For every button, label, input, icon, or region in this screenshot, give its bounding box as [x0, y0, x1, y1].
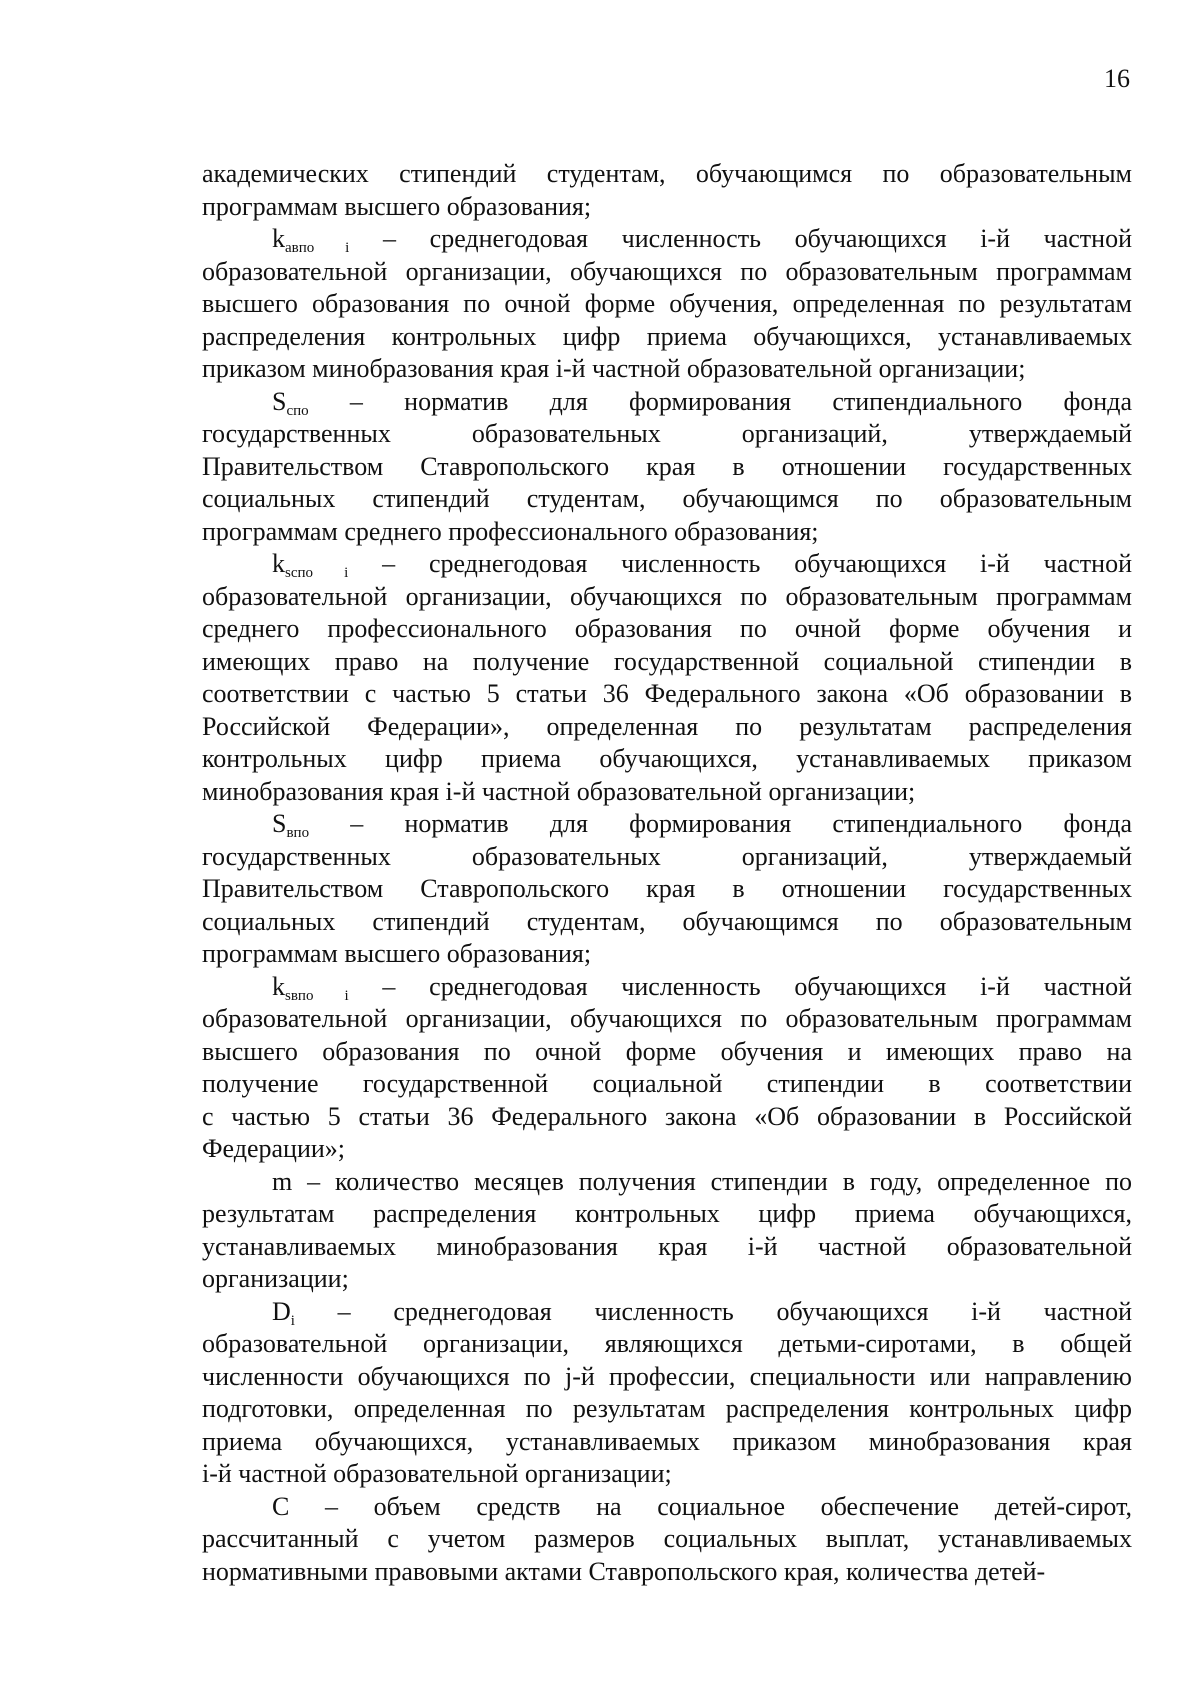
- line-text: Федерации»;: [202, 1134, 346, 1163]
- line-text: образовательной организации, обучающихся по образовательным программам: [202, 581, 1132, 611]
- formula-symbol: S: [272, 809, 287, 838]
- line-text: – среднегодовая численность обучающихся i-й частной: [294, 1296, 1132, 1326]
- paragraph: [202, 223, 1132, 386]
- formula-symbol: k: [272, 549, 285, 578]
- text-line: [202, 516, 1132, 549]
- line-text: социальных стипендий студентам, обучающимся по образовательным: [202, 906, 1132, 936]
- text-line: [202, 548, 1132, 581]
- text-line: [202, 1491, 1132, 1524]
- text-line: [202, 1198, 1132, 1231]
- page-number: 16: [1104, 64, 1130, 93]
- line-text: C – объем средств на социальное обеспечение детей-сирот,: [272, 1491, 1132, 1521]
- line-text: образовательной организации, являющихся детьми-сиротами, в общей: [202, 1329, 1132, 1358]
- text-line: [202, 743, 1132, 776]
- text-line: [202, 873, 1132, 906]
- line-text: минобразования края i-й частной образовательной организации;: [202, 776, 916, 806]
- line-text: – норматив для формирования стипендиального фонда: [308, 386, 1132, 416]
- text-line: [202, 1523, 1132, 1556]
- text-line: [202, 1458, 1132, 1491]
- line-text: академических стипендий студентам, обучающимся по образовательным: [202, 159, 1132, 188]
- formula-symbol: S: [272, 386, 287, 416]
- paragraph: [202, 971, 1132, 1166]
- line-text: среднего профессионального образования по очной форме обучения и: [202, 614, 1132, 643]
- line-text: – норматив для формирования стипендиального фонда: [309, 809, 1132, 838]
- line-text: Российской Федерации», определенная по результатам распределения: [202, 711, 1132, 741]
- line-text: подготовки, определенная по результатам распределения контрольных цифр: [202, 1394, 1132, 1423]
- line-text: рассчитанный с учетом размеров социальных выплат, устанавливаемых: [202, 1524, 1132, 1553]
- text-line: [202, 353, 1132, 386]
- line-text: приказом минобразования края i-й частной образовательной организации;: [202, 354, 1026, 383]
- line-text: Правительством Ставропольского края в отношении государственных: [202, 874, 1132, 903]
- paragraph: [202, 548, 1132, 808]
- text-line: [202, 288, 1132, 321]
- text-line: [202, 223, 1132, 256]
- text-line: [202, 581, 1132, 614]
- paragraph: [202, 808, 1132, 971]
- line-text: – среднегодовая численность обучающихся i-й частной: [348, 971, 1132, 1001]
- line-text: образовательной организации, обучающихся по образовательным программам: [202, 256, 1132, 286]
- line-text: нормативными правовыми актами Ставропольского края, количества детей-: [202, 1556, 1046, 1586]
- formula-symbol: D: [272, 1296, 291, 1326]
- line-text: государственных образовательных организаций, утверждаемый: [202, 841, 1132, 871]
- line-text: m – количество месяцев получения стипендии в году, определенное по: [272, 1166, 1132, 1196]
- line-text: – среднегодовая численность обучающихся i-й частной: [349, 224, 1133, 253]
- text-line: [202, 1361, 1132, 1394]
- text-line: [202, 256, 1132, 289]
- text-line: [202, 1556, 1132, 1589]
- line-text: – среднегодовая численность обучающихся i-й частной: [348, 549, 1132, 578]
- text-line: [202, 1133, 1132, 1166]
- text-line: [202, 386, 1132, 419]
- formula-symbol: k: [272, 971, 285, 1001]
- line-text: высшего образования по очной форме обучения и имеющих право на: [202, 1036, 1132, 1066]
- formula-subscript: впо: [286, 825, 310, 841]
- text-line: [202, 1003, 1132, 1036]
- line-text: программам высшего образования;: [202, 191, 592, 221]
- text-line: [202, 321, 1132, 354]
- text-line: [202, 1426, 1132, 1459]
- text-line: [202, 1166, 1132, 1199]
- text-line: [202, 1101, 1132, 1134]
- text-line: [202, 711, 1132, 744]
- text-line: [202, 451, 1132, 484]
- line-text: социальных стипендий студентам, обучающимся по образовательным: [202, 484, 1132, 513]
- paragraph: [202, 1491, 1132, 1589]
- text-line: [202, 678, 1132, 711]
- text-line: [202, 483, 1132, 516]
- text-line: [202, 938, 1132, 971]
- text-line: [202, 1296, 1132, 1329]
- formula-subscript: sвпо i: [285, 987, 349, 1004]
- line-text: государственных образовательных организаций, утверждаемый: [202, 419, 1132, 448]
- text-line: [202, 1036, 1132, 1069]
- line-text: результатам распределения контрольных цифр приема обучающихся,: [202, 1199, 1132, 1228]
- formula-subscript: авпо i: [285, 240, 350, 256]
- line-text: программам высшего образования;: [202, 939, 592, 968]
- text-line: [202, 906, 1132, 939]
- text-line: [202, 1393, 1132, 1426]
- line-text: распределения контрольных цифр приема обучающихся, устанавливаемых: [202, 321, 1132, 351]
- text-line: [202, 418, 1132, 451]
- paragraph: [202, 1296, 1132, 1491]
- line-text: i-й частной образовательной организации;: [202, 1459, 672, 1488]
- line-text: высшего образования по очной форме обучения, определенная по результатам: [202, 289, 1132, 318]
- text-line: [202, 1263, 1132, 1296]
- line-text: имеющих право на получение государственной социальной стипендии в: [202, 646, 1132, 676]
- formula-subscript: спо: [286, 402, 309, 419]
- text-line: [202, 613, 1132, 646]
- text-line: [202, 1328, 1132, 1361]
- line-text: образовательной организации, обучающихся по образовательным программам: [202, 1004, 1132, 1033]
- line-text: организации;: [202, 1264, 349, 1293]
- line-text: программам среднего профессионального образования;: [202, 516, 819, 546]
- text-line: [202, 158, 1132, 191]
- text-line: [202, 971, 1132, 1004]
- formula-subscript: i: [290, 1312, 295, 1329]
- line-text: контрольных цифр приема обучающихся, устанавливаемых приказом: [202, 744, 1132, 773]
- text-line: [202, 191, 1132, 224]
- text-line: [202, 646, 1132, 679]
- line-text: соответствии с частью 5 статьи 36 Федерального закона «Об образовании в: [202, 679, 1132, 708]
- formula-symbol: k: [272, 224, 285, 253]
- line-text: с частью 5 статьи 36 Федерального закона «Об образовании в Российской: [202, 1101, 1132, 1131]
- paragraph: [202, 1166, 1132, 1296]
- text-line: [202, 776, 1132, 809]
- line-text: получение государственной социальной стипендии в соответствии: [202, 1069, 1132, 1098]
- text-line: [202, 841, 1132, 874]
- line-text: приема обучающихся, устанавливаемых приказом минобразования края: [202, 1426, 1132, 1456]
- line-text: Правительством Ставропольского края в отношении государственных: [202, 451, 1132, 481]
- document-body: [202, 158, 1132, 1588]
- formula-subscript: sспо i: [285, 565, 349, 581]
- text-line: [202, 808, 1132, 841]
- line-text: устанавливаемых минобразования края i-й частной образовательной: [202, 1231, 1132, 1261]
- paragraph: [202, 386, 1132, 549]
- paragraph: [202, 158, 1132, 223]
- text-line: [202, 1068, 1132, 1101]
- line-text: численности обучающихся по j-й профессии, специальности или направлению: [202, 1361, 1132, 1391]
- text-line: [202, 1231, 1132, 1264]
